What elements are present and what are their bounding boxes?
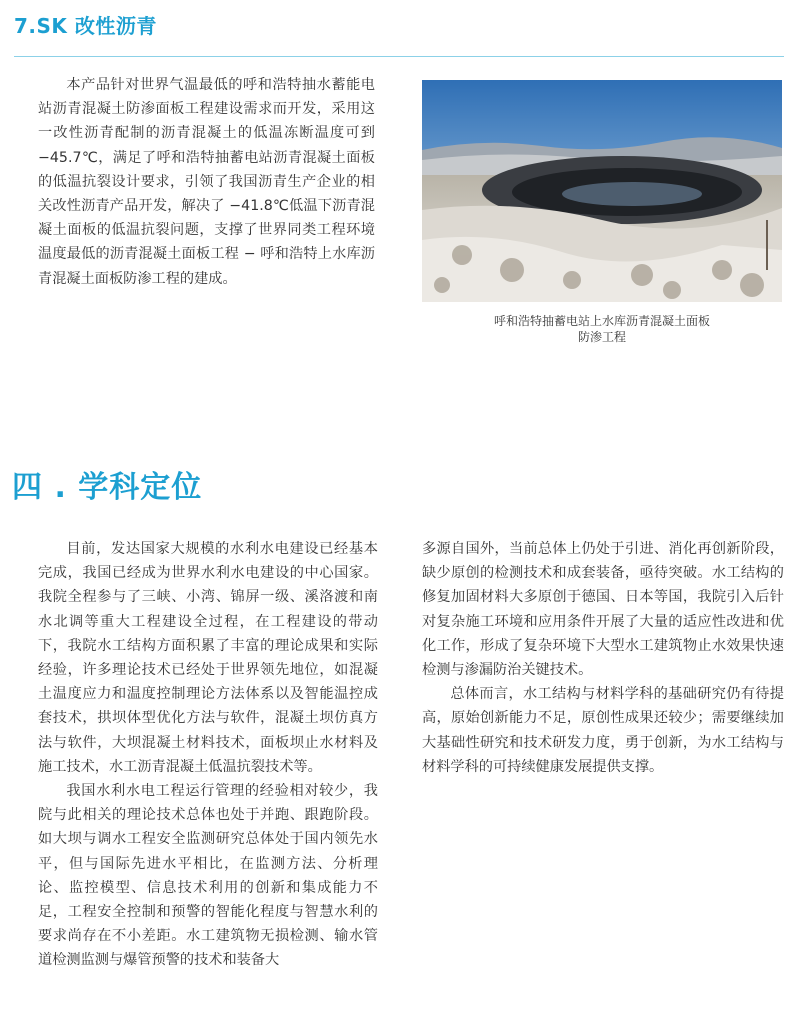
photo-caption bbox=[422, 313, 782, 345]
section-divider bbox=[14, 56, 784, 57]
intro-paragraph: 本产品针对世界气温最低的呼和浩特抽水蓄能电站沥青混凝土防渗面板工程建设需求而开发，采用这一改性沥青配制的沥青混凝土的低温冻断温度可到 −45.7℃，满足了呼和浩特抽蓄电站沥青混凝土面板的低温抗裂设计要求，引领了我国沥青生产企业的相关改性沥青产品开发，解决了 −41.8℃低温下沥青混凝土面板的低温抗裂问题，支撑了世界同类工程环境温度最低的沥青混凝土面板工程 − 呼和浩特上水库沥青混凝土面板防渗工程的建成。 bbox=[38, 77, 375, 287]
body-paragraph-3: 总体而言，水工结构与材料学科的基础研究仍有待提高，原始创新能力不足，原创性成果还较少；需要继续加大基础性研究和技术研发力度，勇于创新，为水工结构与材料学科的可持续健康发展提供支撑。 bbox=[422, 686, 784, 775]
body-paragraph-1: 目前，发达国家大规模的水利水电建设已经基本完成，我国已经成为世界水利水电建设的中心国家。我院全程参与了三峡、小湾、锦屏一级、溪洛渡和南水北调等重大工程建设全过程，在工程建设的带动下，我院水工结构方面积累了丰富的理论成果和实际经验，许多理论技术已经处于世界领先地位，如混凝土温度应力和温度控制理论方法体系以及智能温控成套技术，拱坝体型优化方法与软件，混凝土坝仿真方法与软件，大坝混凝土材料技术，面板坝止水材料及施工技术，水工沥青混凝土低温抗裂技术等。 bbox=[38, 541, 378, 775]
chapter-title: 四 . 学科定位 bbox=[12, 470, 203, 505]
left-column bbox=[38, 537, 378, 973]
section-title: 7.SK 改性沥青 bbox=[14, 14, 157, 38]
body-paragraph-2-continued: 多源自国外，当前总体上仍处于引进、消化再创新阶段，缺少原创的检测技术和成套装备，亟待突破。水工结构的修复加固材料大多原创于德国、日本等国，我院引入后针对复杂施工环境和应用条件开展了大量的适应性改进和优化工作，形成了复杂环境下大型水工建筑物止水效果快速检测与渗漏防治关键技术。 bbox=[422, 541, 784, 679]
right-column bbox=[422, 537, 784, 779]
caption-line-1: 呼和浩特抽蓄电站上水库沥青混凝土面板 bbox=[493, 314, 710, 328]
reservoir-photo bbox=[422, 80, 782, 302]
body-paragraph-2: 我国水利水电工程运行管理的经验相对较少，我院与此相关的理论技术总体也处于并跑、跟跑阶段。如大坝与调水工程安全监测研究总体处于国内领先水平，但与国际先进水平相比，在监测方法、分析理论、监控模型、信息技术利用的创新和集成能力不足，工程安全控制和预警的智能化程度与智慧水利的要求尚存在不小差距。水工建筑物无损检测、输水管道检测监测与爆管预警的技术和装备大 bbox=[38, 783, 378, 969]
caption-line-2: 防渗工程 bbox=[577, 330, 626, 344]
